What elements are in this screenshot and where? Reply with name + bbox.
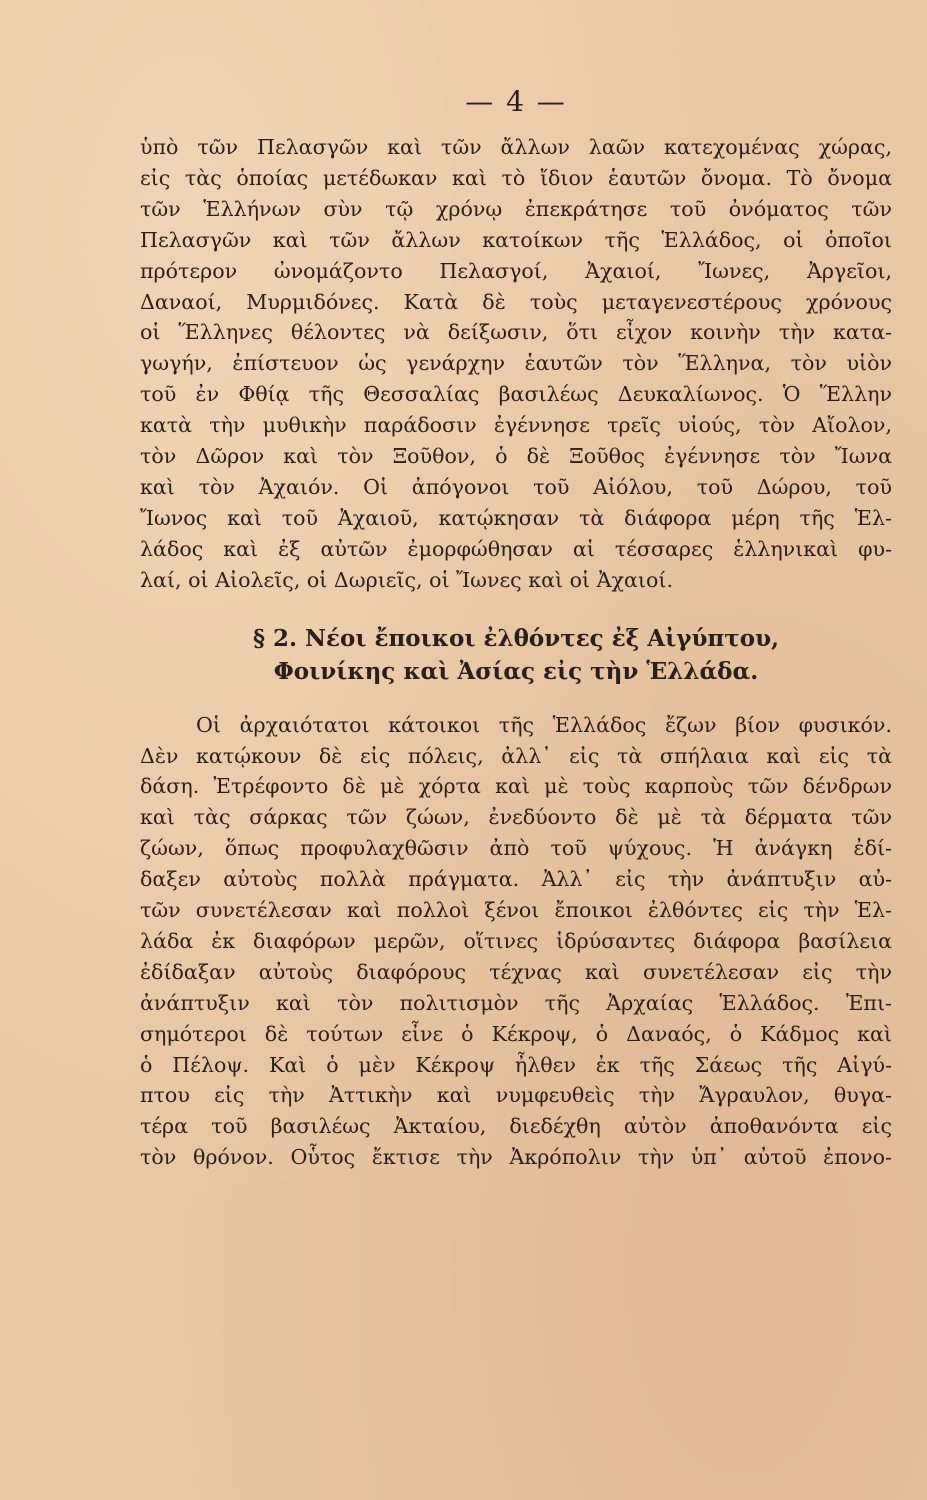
text-line: καὶ τὸν Ἀχαιόν. Οἱ ἀπόγονοι τοῦ Αἰόλου, τοῦ Δώρου, τοῦ (140, 474, 892, 499)
text-line: τοῦ ἐν Φθίᾳ τῆς Θεσσαλίας βασιλέως Δευκαλίωνος. Ὁ Ἕλλην (140, 382, 892, 407)
page-number: — 4 — (465, 85, 567, 118)
text-line: Οἱ ἀρχαιότατοι κάτοικοι τῆς Ἑλλάδος ἔζων βίον φυσικόν. (196, 712, 892, 737)
text-line: ζώων, ὅπως προφυλαχθῶσιν ἀπὸ τοῦ ψύχους. Ἡ ἀνάγκη ἐδί- (140, 836, 892, 861)
text-line: τέρα τοῦ βασιλέως Ἀκταίου, διεδέχθη αὐτὸν ἀποθανόντα εἰς (140, 1114, 892, 1139)
paragraph-2 (140, 710, 892, 1174)
book-page (140, 82, 892, 1173)
text-line: δάση. Ἐτρέφοντο δὲ μὲ χόρτα καὶ μὲ τοὺς καρποὺς τῶν δένδρων (140, 774, 892, 799)
text-line: εἰς τὰς ὁποίας μετέδωκαν καὶ τὸ ἴδιον ἑαυτῶν ὄνομα. Τὸ ὄνομα (140, 165, 892, 190)
text-line: τῶν συνετέλεσαν καὶ πολλοὶ ξένοι ἔποικοι ἐλθόντες εἰς τὴν Ἑλ- (140, 898, 892, 923)
text-line: Δαναοί, Μυρμιδόνες. Κατὰ δὲ τοὺς μεταγενεστέρους χρόνους (140, 289, 892, 314)
text-line: λαί, οἱ Αἰολεῖς, οἱ Δωριεῖς, οἱ Ἴωνες καὶ οἱ Ἀχαιοί. (140, 567, 673, 592)
heading-line: Φοινίκης καὶ Ἀσίας εἰς τὴν Ἑλλάδα. (273, 657, 759, 685)
text-line: Δὲν κατῴκουν δὲ εἰς πόλεις, ἀλλ᾽ εἰς τὰ σπήλαια καὶ εἰς τὰ (140, 743, 892, 768)
paragraph-1 (140, 132, 892, 596)
text-line: Ἴωνος καὶ τοῦ Ἀχαιοῦ, κατῴκησαν τὰ διάφορα μέρη τῆς Ἑλ- (140, 505, 892, 530)
text-line: γωγήν, ἐπίστευον ὡς γενάρχην ἑαυτῶν τὸν Ἕλληνα, τὸν υἱὸν (140, 351, 892, 376)
text-line: δαξεν αὐτοὺς πολλὰ πράγματα. Ἀλλ᾽ εἰς τὴν ἀνάπτυξιν αὐ- (140, 867, 892, 892)
text-line: ἐδίδαξαν αὐτοὺς διαφόρους τέχνας καὶ συνετέλεσαν εἰς τὴν (140, 959, 892, 984)
text-line: ὑπὸ τῶν Πελασγῶν καὶ τῶν ἄλλων λαῶν κατεχομένας χώρας, (140, 135, 892, 159)
text-line: τῶν Ἑλλήνων σὺν τῷ χρόνῳ ἐπεκράτησε τοῦ ὀνόματος τῶν (140, 196, 892, 221)
text-line: οἱ Ἕλληνες θέλοντες νὰ δείξωσιν, ὅτι εἶχον κοινὴν τὴν κατα- (140, 320, 892, 345)
text-line: ἀνάπτυξιν καὶ τὸν πολιτισμὸν τῆς Ἀρχαίας Ἑλλάδος. Ἐπι- (140, 990, 892, 1015)
text-line: τὸν Δῶρον καὶ τὸν Ξοῦθον, ὁ δὲ Ξοῦθος ἐγέννησε τὸν Ἴωνα (140, 444, 892, 469)
text-line: καὶ τὰς σάρκας τῶν ζώων, ἐνεδύοντο δὲ μὲ τὰ δέρματα τῶν (140, 805, 892, 830)
heading-line: § 2. Νέοι ἔποικοι ἐλθόντες ἐξ Αἰγύπτου, (252, 624, 780, 652)
text-line: ὁ Πέλοψ. Καὶ ὁ μὲν Κέκροψ ἦλθεν ἐκ τῆς Σάεως τῆς Αἰγύ- (140, 1052, 892, 1077)
text-line: Πελασγῶν καὶ τῶν ἄλλων κατοίκων τῆς Ἑλλάδος, οἱ ὁποῖοι (140, 227, 892, 252)
text-line: σημότεροι δὲ τούτων εἶνε ὁ Κέκροψ, ὁ Δαναός, ὁ Κάδμος καὶ (140, 1021, 892, 1046)
text-line: πτου εἰς τὴν Ἀττικὴν καὶ νυμφευθεὶς τὴν Ἄγραυλον, θυγα- (140, 1083, 892, 1108)
text-line: πρότερον ὠνομάζοντο Πελασγοί, Ἀχαιοί, Ἴωνες, Ἀργεῖοι, (140, 258, 892, 283)
text-line: λάδος καὶ ἐξ αὐτῶν ἐμορφώθησαν αἱ τέσσαρες ἑλληνικαὶ φυ- (140, 536, 892, 561)
text-line: τὸν θρόνον. Οὗτος ἔκτισε τὴν Ἀκρόπολιν τὴν ὑπ᾽ αὐτοῦ ἐπονο- (140, 1145, 892, 1170)
text-line: λάδα ἐκ διαφόρων μερῶν, οἵτινες ἱδρύσαντες διάφορα βασίλεια (140, 928, 892, 953)
section-heading (140, 622, 892, 688)
text-line: κατὰ τὴν μυθικὴν παράδοσιν ἐγέννησε τρεῖς υἱούς, τὸν Αἴολον, (140, 413, 892, 438)
